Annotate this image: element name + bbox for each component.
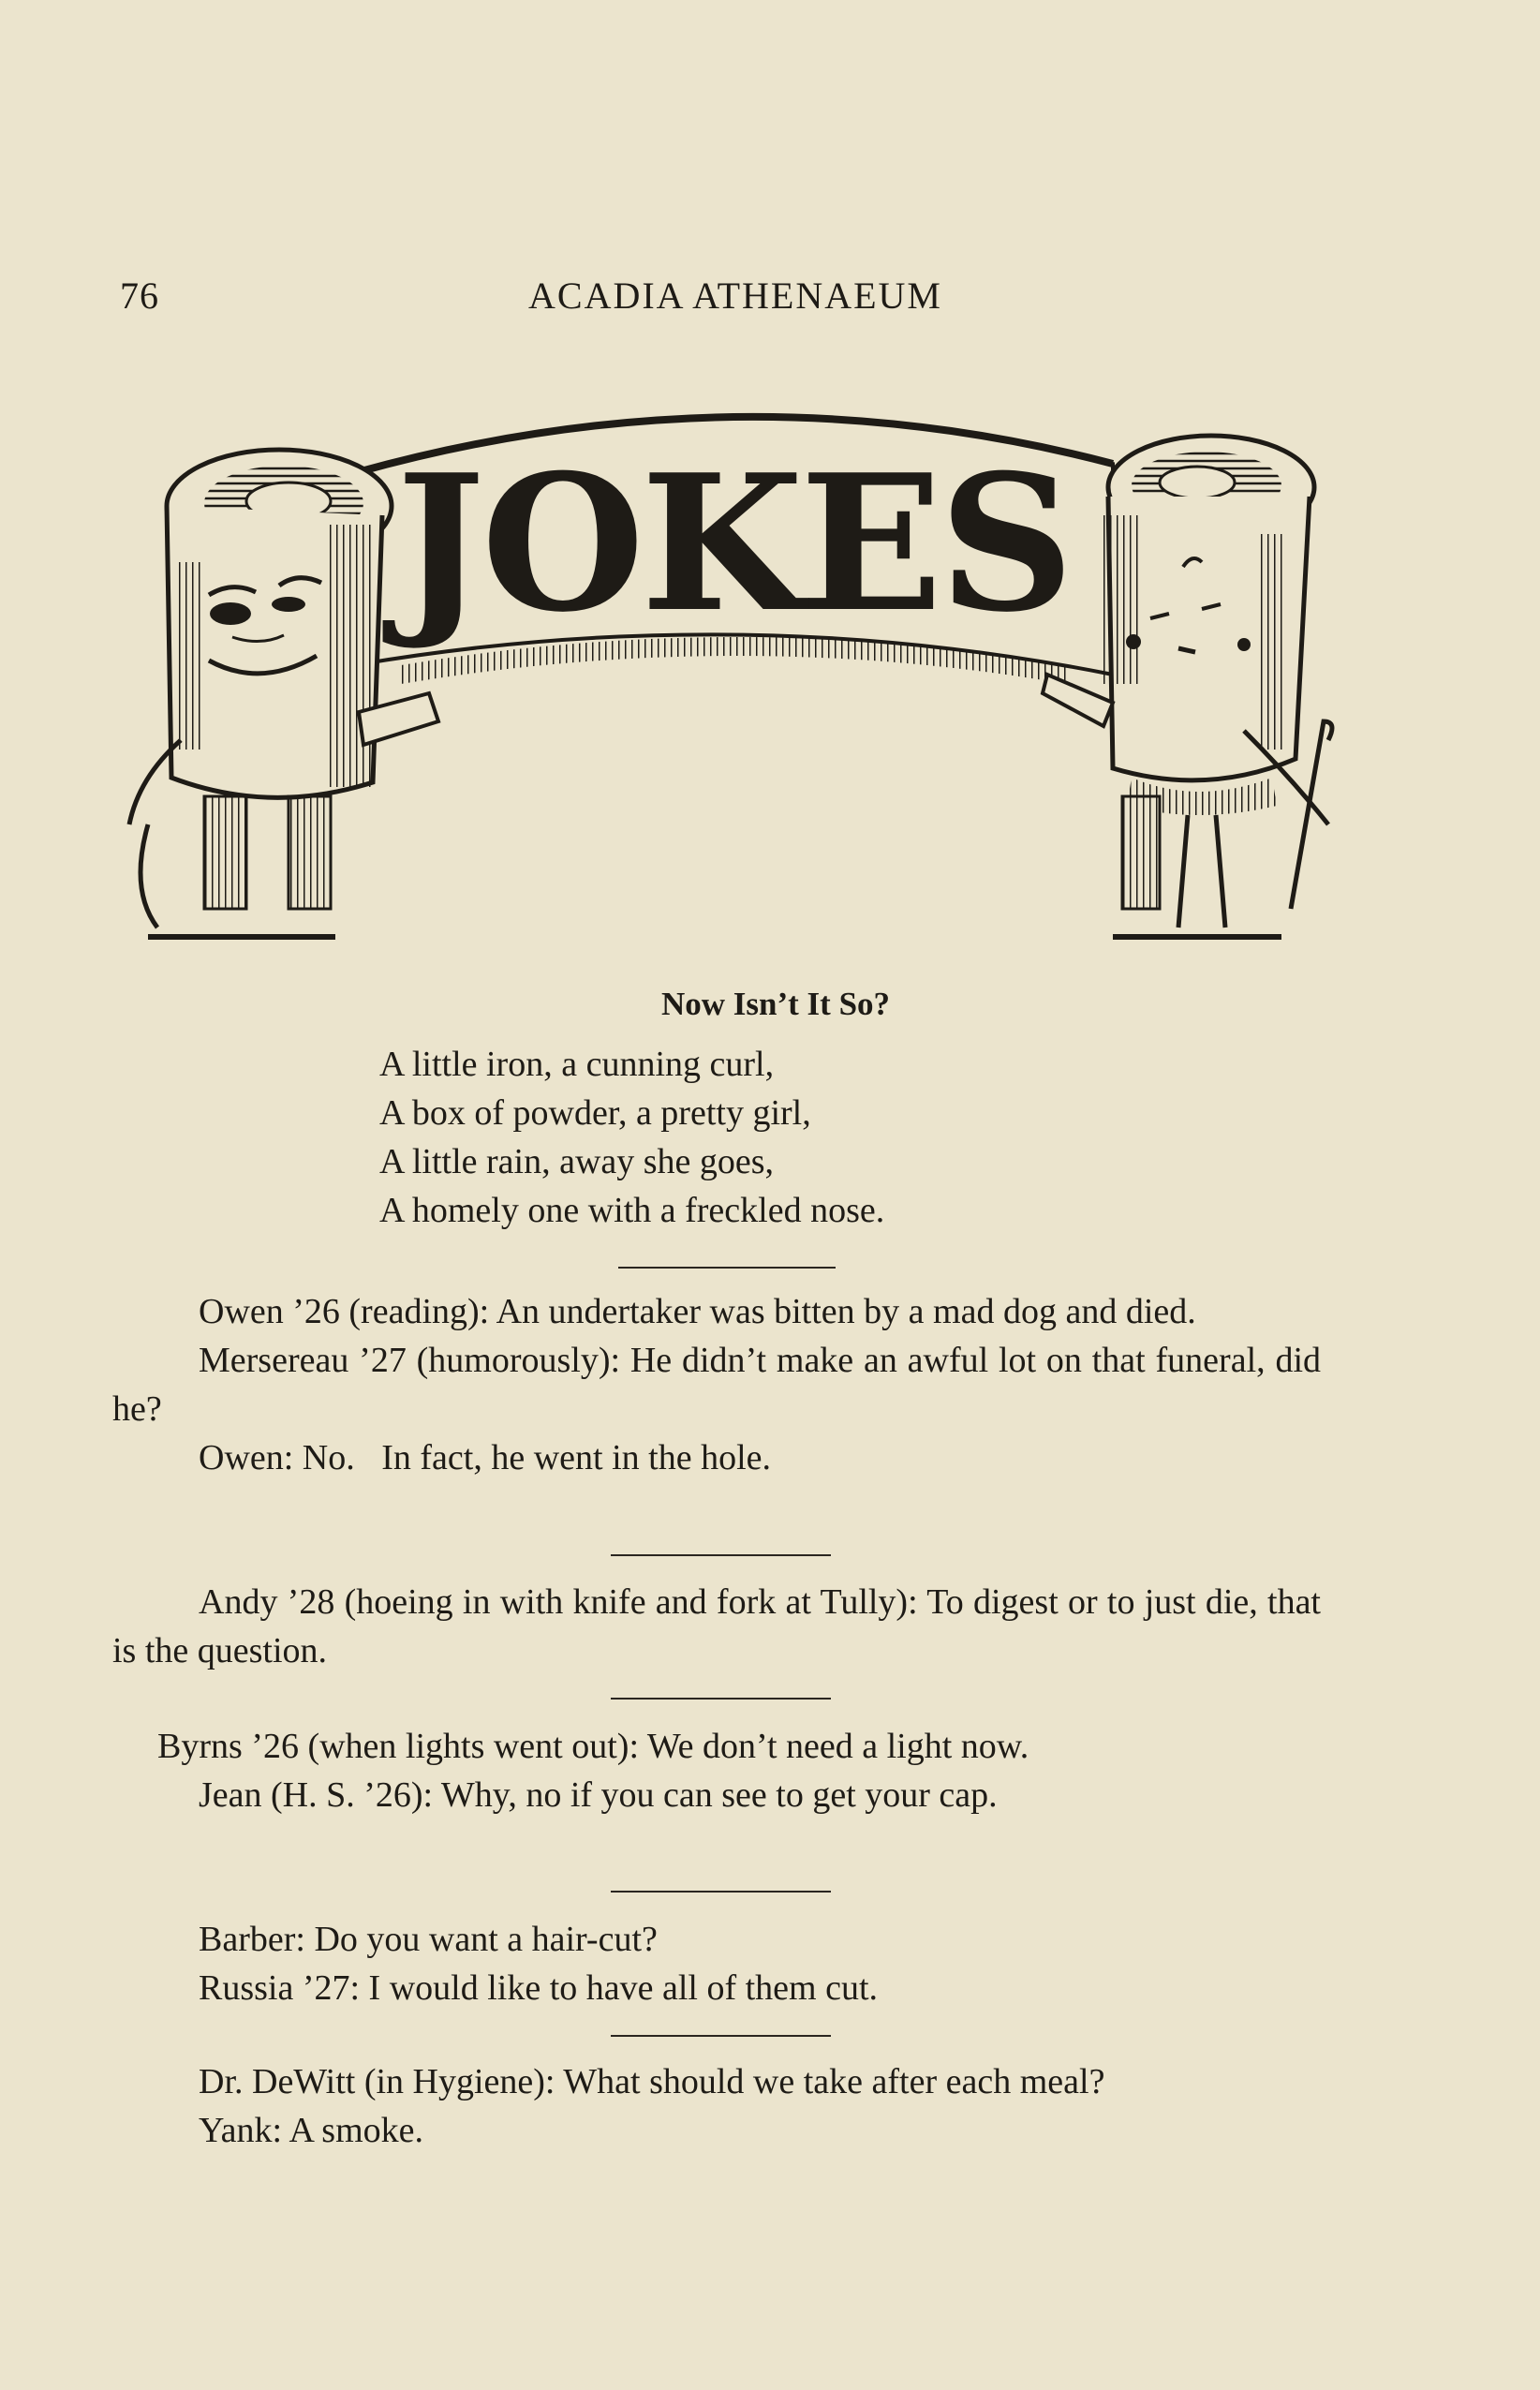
section-divider (611, 2035, 831, 2037)
joke-paragraph: Andy ’28 (hoeing in with knife and fork at Tully): To digest or to just die, that is the question. (112, 1582, 1321, 1670)
joke-paragraph: Barber: Do you want a hair-cut? (199, 1920, 658, 1959)
section-divider (611, 1554, 831, 1556)
poem-line: A little iron, a cunning curl, (379, 1045, 775, 1084)
joke-paragraph: Owen ’26 (reading): An undertaker was bitten by a mad dog and died. (199, 1292, 1196, 1331)
poem (379, 1040, 884, 1235)
joke-paragraph: Owen: No. In fact, he went in the hole. (199, 1438, 771, 1477)
section-divider (611, 1891, 831, 1893)
poem-line: A little rain, away she goes, (379, 1142, 775, 1181)
jokes-banner-illustration (120, 384, 1338, 956)
banner-title: JOKES (396, 434, 1071, 654)
joke-paragraph: Byrns ’26 (when lights went out): We don’t need a light now. (157, 1727, 1029, 1766)
poem-title: Now Isn’t It So? (660, 986, 891, 1022)
joke-paragraph: Mersereau ’27 (humorously): He didn’t make an awful lot on that funeral, did he? (112, 1341, 1321, 1429)
section-divider (618, 1267, 836, 1269)
joke-dewitt (112, 2057, 1321, 2155)
poem-line: A box of powder, a pretty girl, (379, 1093, 811, 1133)
joke-paragraph: Jean (H. S. ’26): Why, no if you can see to get your cap. (199, 1775, 998, 1815)
section-divider (611, 1698, 831, 1700)
joke-paragraph: Dr. DeWitt (in Hygiene): What should we take after each meal? (199, 2062, 1105, 2101)
joke-barber (112, 1915, 1321, 2012)
joke-owen (112, 1287, 1321, 1482)
joke-byrns (112, 1722, 1321, 1819)
joke-andy (112, 1578, 1321, 1675)
journal-title: ACADIA ATHENAEUM (528, 275, 942, 317)
joke-paragraph: Yank: A smoke. (199, 2111, 424, 2150)
running-head (0, 274, 1540, 330)
poem-line: A homely one with a freckled nose. (379, 1191, 885, 1230)
joke-paragraph: Russia ’27: I would like to have all of them cut. (199, 1968, 879, 2008)
page-number: 76 (120, 275, 159, 317)
